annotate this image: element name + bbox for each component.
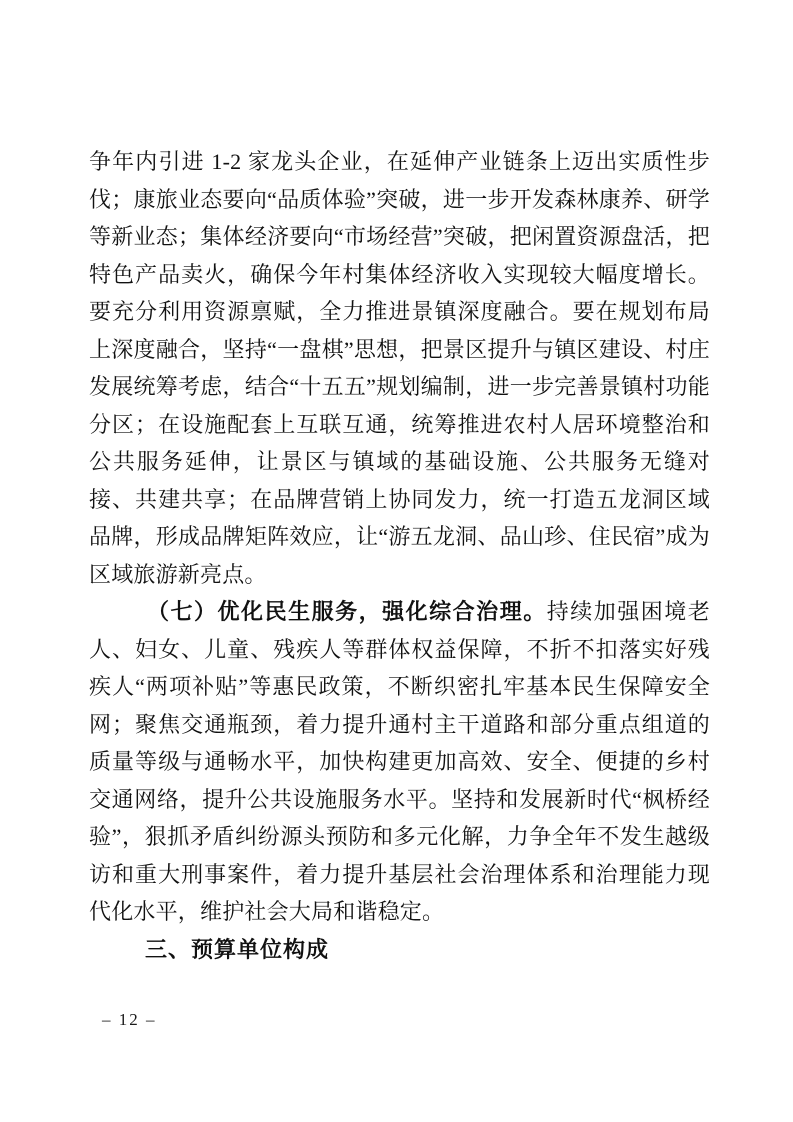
document-body — [89, 143, 710, 968]
paragraph-lead-bold: （七）优化民生服务，强化综合治理。 — [147, 599, 547, 624]
paragraph-continuation: 争年内引进 1-2 家龙头企业，在延伸产业链条上迈出实质性步伐；康旅业态要向“品质体验”突破，进一步开发森林康养、研学等新业态；集体经济要向“市场经营”突破，把闲置资源盘活，把特色产品卖火，确保今年村集体经济收入实现较大幅度增长。要充分利用资源禀赋，全力推进景镇深度融合。要在规划布局上深度融合，坚持“一盘棋”思想，把景区提升与镇区建设、村庄发展统筹考虑，结合“十五五”规划编制，进一步完善景镇村功能分区；在设施配套上互联互通，统筹推进农村人居环境整治和公共服务延伸，让景区与镇域的基础设施、公共服务无缝对接、共建共享；在品牌营销上协同发力，统一打造五龙洞区域品牌，形成品牌矩阵效应，让“游五龙洞、品山珍、住民宿”成为区域旅游新亮点。 — [89, 149, 710, 587]
section-heading: 三、预算单位构成 — [145, 936, 330, 962]
paragraph-section-seven — [89, 593, 710, 931]
paragraph-body-text: 持续加强困境老人、妇女、儿童、残疾人等群体权益保障，不折不扣落实好残疾人“两项补贴”等惠民政策，不断织密扎牢基本民生保障安全网；聚焦交通瓶颈，着力提升通村主干道路和部分重点组道的质量等级与通畅水平，加快构建更加高效、安全、便捷的乡村交通网络，提升公共设施服务水平。坚持和发展新时代“枫桥经验”，狠抓矛盾纠纷源头预防和多元化解，力争全年不发生越级访和重大刑事案件，着力提升基层社会治理体系和治理能力现代化水平，维护社会大局和谐稳定。 — [89, 599, 710, 924]
page-number: – 12 – — [102, 1010, 157, 1029]
